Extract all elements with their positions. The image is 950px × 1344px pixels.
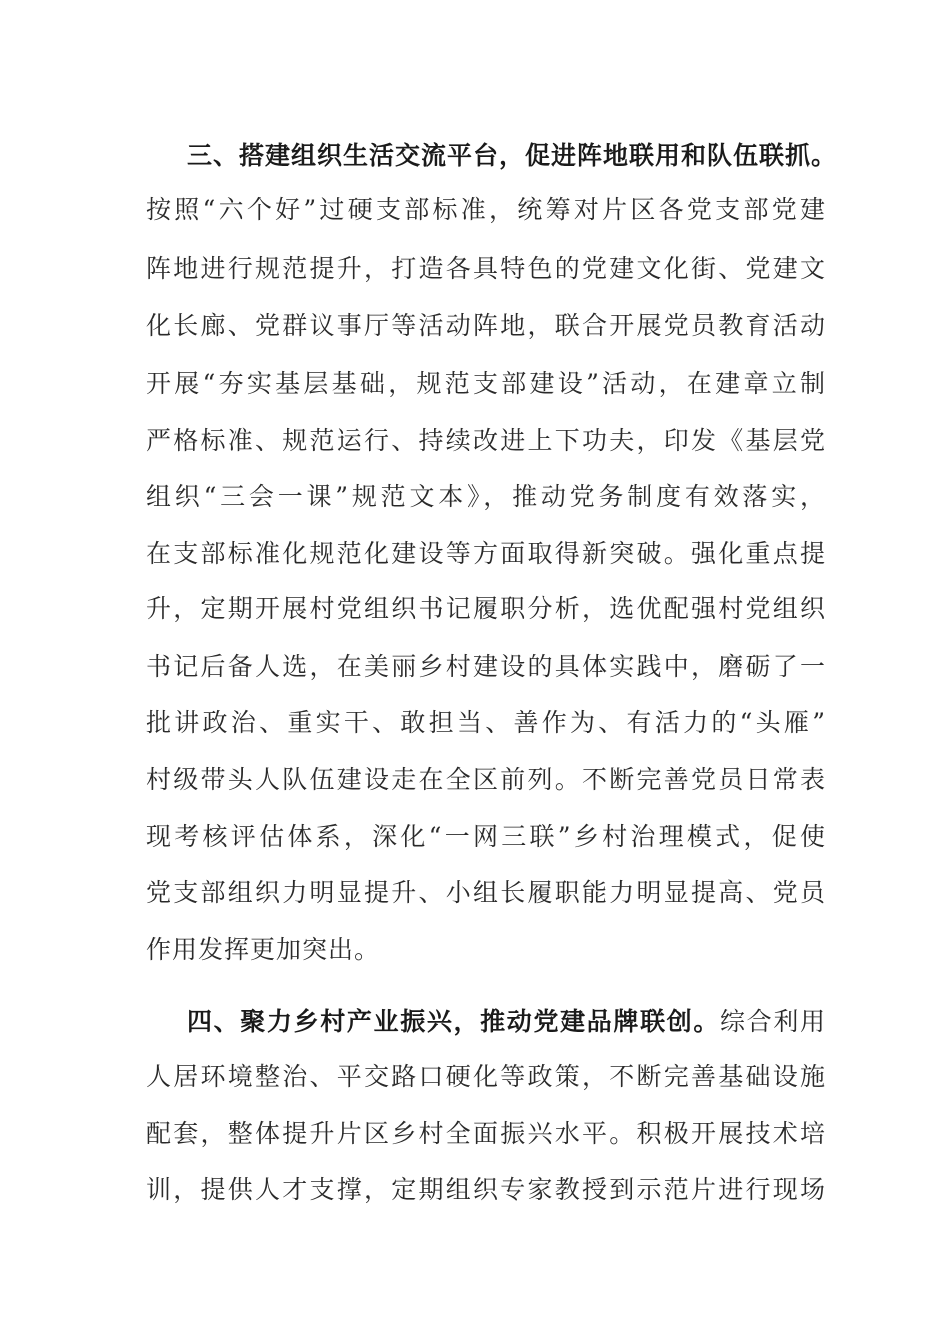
paragraph-3-line-9: 升，定期开展村党组织书记履职分析，选优配强村党组织 (146, 594, 826, 623)
paragraph-4-heading: 四、聚力乡村产业振兴，推动党建品牌联创。 (187, 1007, 721, 1036)
paragraph-4-line-4: 训，提供人才支撑，定期组织专家教授到示范片进行现场 (146, 1175, 826, 1204)
paragraph-3-line-11: 批讲政治、重实干、敢担当、善作为、有活力的“头雁” (146, 708, 826, 737)
paragraph-4-line-2: 人居环境整治、平交路口硬化等政策，不断完善基础设施 (146, 1062, 826, 1091)
paragraph-4-line-3: 配套，整体提升片区乡村全面振兴水平。积极开展技术培 (146, 1119, 826, 1148)
paragraph-3-line-14: 党支部组织力明显提升、小组长履职能力明显提高、党员 (146, 878, 826, 907)
paragraph-3-line-15: 作用发挥更加突出。 (146, 935, 381, 964)
paragraph-3-line-4: 化长廊、党群议事厅等活动阵地，联合开展党员教育活动 (146, 311, 826, 340)
paragraph-3-line-3: 阵地进行规范提升，打造各具特色的党建文化街、党建文 (146, 254, 826, 283)
paragraph-3-line-8: 在支部标准化规范化建设等方面取得新突破。强化重点提 (146, 539, 826, 568)
paragraph-3-line-5: 开展“夯实基层基础，规范支部建设”活动，在建章立制 (146, 369, 826, 398)
paragraph-3-line-6: 严格标准、规范运行、持续改进上下功夫，印发《基层党 (146, 426, 826, 455)
paragraph-3-line-1 (187, 136, 838, 176)
paragraph-3-heading: 三、搭建组织生活交流平台，促进阵地联用和队伍联抓。 (187, 141, 838, 170)
paragraph-3-line-13: 现考核评估体系，深化“一网三联”乡村治理模式，促使 (146, 822, 826, 851)
paragraph-3-line-10: 书记后备人选，在美丽乡村建设的具体实践中，磨砺了一 (146, 652, 826, 681)
paragraph-4-first-line-text: 综合利用 (720, 1007, 826, 1036)
paragraph-3-line-2: 按照“六个好”过硬支部标准，统筹对片区各党支部党建 (146, 195, 826, 224)
paragraph-4-line-1 (187, 1002, 826, 1042)
paragraph-3-line-12: 村级带头人队伍建设走在全区前列。不断完善党员日常表 (146, 765, 826, 794)
paragraph-3-line-7: 组织“三会一课”规范文本》，推动党务制度有效落实， (146, 482, 826, 511)
